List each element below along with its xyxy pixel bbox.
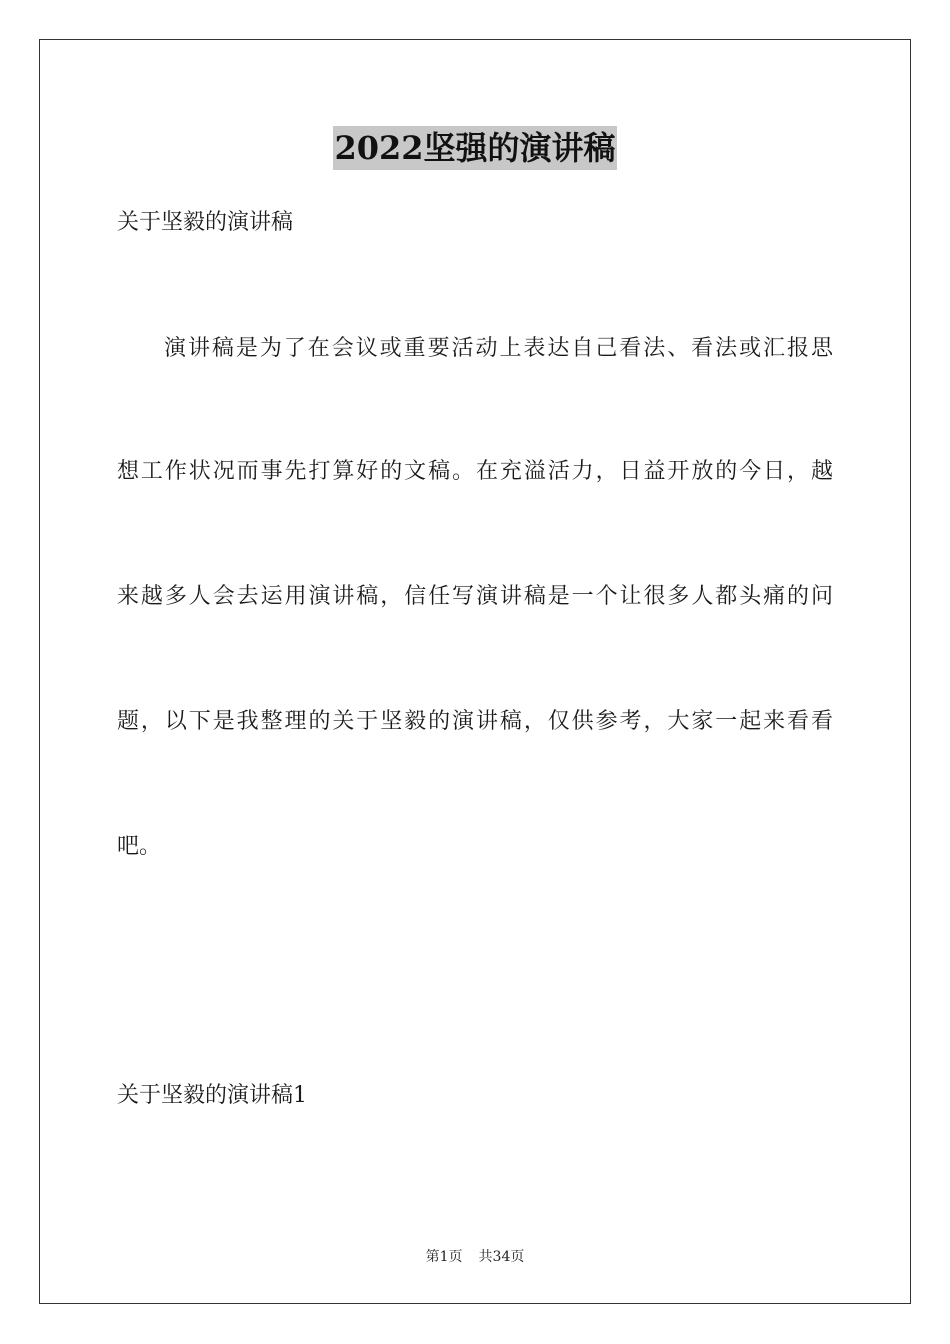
paragraph-line-3: 来越多人会去运用演讲稿，信任写演讲稿是一个让很多人都头痛的问 [117,584,833,609]
section-heading: 关于坚毅的演讲稿1 [117,1083,307,1108]
paragraph-line-2: 想工作状况而事先打算好的文稿。在充溢活力，日益开放的今日，越 [117,459,833,484]
subtitle: 关于坚毅的演讲稿 [117,210,294,235]
paragraph-line-4: 题，以下是我整理的关于坚毅的演讲稿，仅供参考，大家一起来看看 [117,709,833,734]
page-number: 第1页 [425,1249,463,1265]
paragraph-line-1: 演讲稿是为了在会议或重要活动上表达自己看法、看法或汇报思 [164,336,833,361]
page-total: 共34页 [478,1249,525,1265]
paragraph-line-5: 吧。 [117,834,162,859]
page-footer [0,1247,950,1267]
document-title: 2022坚强的演讲稿 [333,126,616,170]
title-container [0,126,950,170]
